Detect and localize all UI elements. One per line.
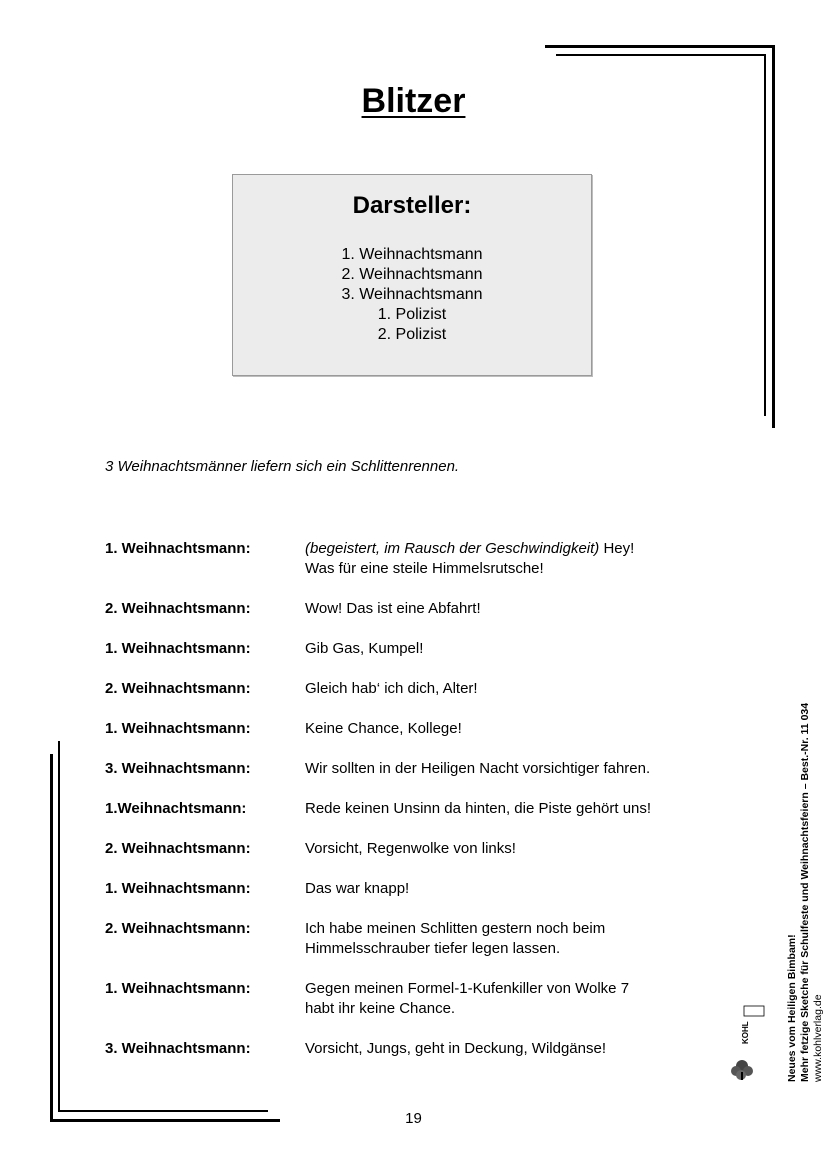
speaker-name: 2. Weihnachtsmann: — [105, 680, 251, 697]
stage-direction: (begeistert, im Rausch der Geschwindigkeit) — [305, 540, 600, 557]
frame-top-right-outer-h — [545, 45, 775, 48]
speaker-name: 1. Weihnachtsmann: — [105, 980, 251, 997]
cast-member: 1. Weihnachtsmann — [341, 246, 483, 263]
dialogue-line: Himmelsschrauber tiefer legen lassen. — [305, 940, 561, 957]
speaker-name: 2. Weihnachtsmann: — [105, 600, 251, 617]
sidebar-book-title: Neues vom Heiligen Bimbam! — [786, 934, 798, 1082]
dialogue-text — [305, 919, 725, 959]
frame-top-right-inner-h — [556, 54, 766, 56]
cast-box — [232, 174, 592, 376]
dialogue-text — [305, 539, 725, 579]
logo-text: KOHL — [741, 1021, 750, 1044]
dialogue-line: Vorsicht, Jungs, geht in Deckung, Wildgänse! — [305, 1040, 606, 1057]
dialogue-line: Wow! Das ist eine Abfahrt! — [305, 600, 481, 617]
page-number: 19 — [405, 1110, 422, 1127]
tree-logo-icon — [730, 1004, 766, 1082]
sidebar-subtitle: Mehr fetzige Sketche für Schulfeste und Weihnachtsfeiern – Best.-Nr. 11 034 — [799, 702, 811, 1082]
speaker-name: 3. Weihnachtsmann: — [105, 760, 251, 777]
dialogue-line: Wir sollten in der Heiligen Nacht vorsichtiger fahren. — [305, 760, 651, 777]
publisher-sidebar — [786, 703, 825, 1082]
frame-bottom-left-outer-v — [50, 754, 53, 1122]
dialogue-line: Keine Chance, Kollege! — [305, 720, 462, 737]
speaker-name: 3. Weihnachtsmann: — [105, 1040, 251, 1057]
dialogue-text — [305, 979, 725, 1019]
dialogue-line: Gleich hab‘ ich dich, Alter! — [305, 680, 478, 697]
cast-member: 2. Weihnachtsmann — [341, 266, 483, 283]
cast-heading: Darsteller: — [352, 192, 472, 219]
page-title: Blitzer — [361, 82, 466, 120]
cast-member: 2. Polizist — [377, 326, 447, 343]
dialogue-line: Was für eine steile Himmelsrutsche! — [305, 560, 544, 577]
sidebar-url: www.kohlverlag.de — [812, 994, 824, 1082]
dialogue-line: Hey! — [599, 540, 635, 557]
speaker-name: 1. Weihnachtsmann: — [105, 540, 251, 557]
dialogue-line: Ich habe meinen Schlitten gestern noch beim — [305, 920, 606, 937]
speaker-name: 2. Weihnachtsmann: — [105, 840, 251, 857]
dialogue-line: Gib Gas, Kumpel! — [305, 640, 424, 657]
speaker-name: 1. Weihnachtsmann: — [105, 640, 251, 657]
publisher-logo — [730, 1004, 766, 1082]
speaker-name: 1.Weihnachtsmann: — [105, 800, 247, 817]
dialogue-line: Gegen meinen Formel-1-Kufenkiller von Wolke 7 — [305, 980, 630, 997]
dialogue-line: Vorsicht, Regenwolke von links! — [305, 840, 516, 857]
stage-direction-intro: 3 Weihnachtsmänner liefern sich ein Schlittenrennen. — [105, 458, 460, 475]
dialogue-line: Rede keinen Unsinn da hinten, die Piste gehört uns! — [305, 800, 652, 817]
speaker-name: 1. Weihnachtsmann: — [105, 880, 251, 897]
cast-list — [233, 245, 591, 345]
dialogue-line: habt ihr keine Chance. — [305, 1000, 456, 1017]
cast-member: 1. Polizist — [377, 306, 447, 323]
speaker-name: 1. Weihnachtsmann: — [105, 720, 251, 737]
frame-bottom-left-inner-v — [58, 741, 60, 1112]
cast-member: 3. Weihnachtsmann — [341, 286, 483, 303]
speaker-name: 2. Weihnachtsmann: — [105, 920, 251, 937]
dialogue-line: Das war knapp! — [305, 880, 410, 897]
